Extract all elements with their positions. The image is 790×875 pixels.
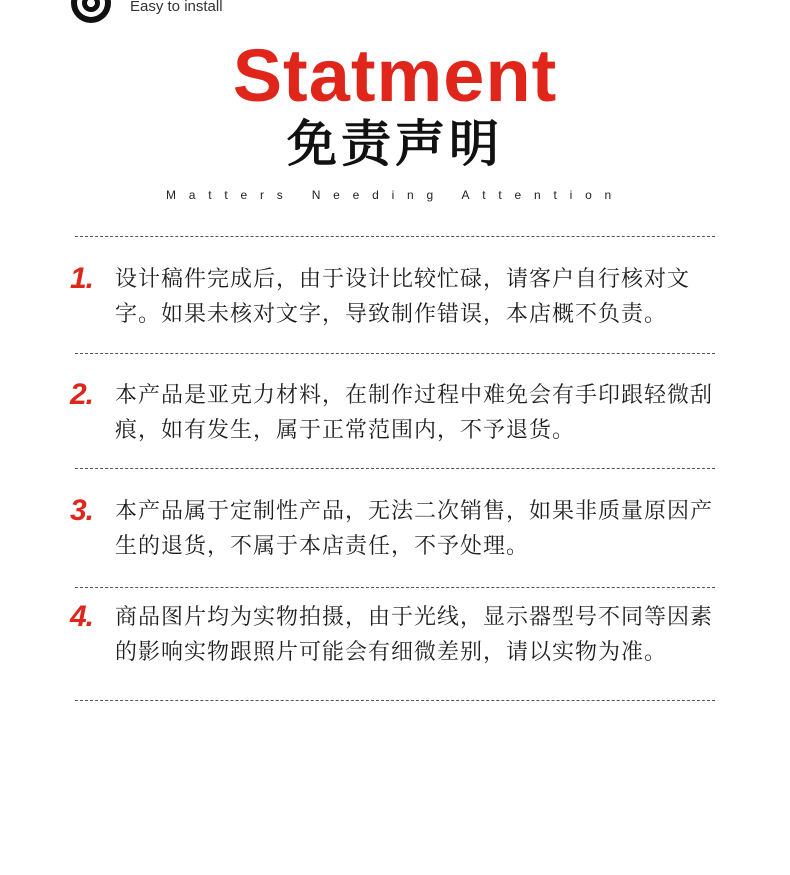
divider — [75, 236, 715, 237]
item-number: 2. — [70, 378, 94, 411]
divider — [75, 468, 715, 469]
item-text: 设计稿件完成后，由于设计比较忙碌，请客户自行核对文字。如果未核对文字，导致制作错误，本店概不负责。 — [115, 267, 691, 327]
top-caption: Easy to install — [130, 0, 223, 15]
item-number: 1. — [70, 262, 94, 295]
item-text: 本产品属于定制性产品，无法二次销售，如果非质量原因产生的退货，不属于本店责任，不予处理。 — [115, 499, 714, 559]
divider — [75, 587, 715, 588]
item-text: 商品图片均为实物拍摄，由于光线，显示器型号不同等因素的影响实物跟照片可能会有细微差别，请以实物为准。 — [115, 605, 714, 665]
item-text: 本产品是亚克力材料，在制作过程中难免会有手印跟轻微刮痕，如有发生，属于正常范围内，不予退货。 — [115, 383, 714, 443]
page-title-english: Statment — [232, 34, 558, 117]
divider — [75, 700, 715, 701]
target-icon — [70, 0, 112, 24]
item-number: 4. — [70, 600, 94, 633]
item-number: 3. — [70, 494, 94, 527]
divider — [75, 353, 715, 354]
page-subtitle: Matters Needing Attention — [165, 188, 625, 202]
page-title-chinese: 免责声明 — [287, 115, 503, 173]
